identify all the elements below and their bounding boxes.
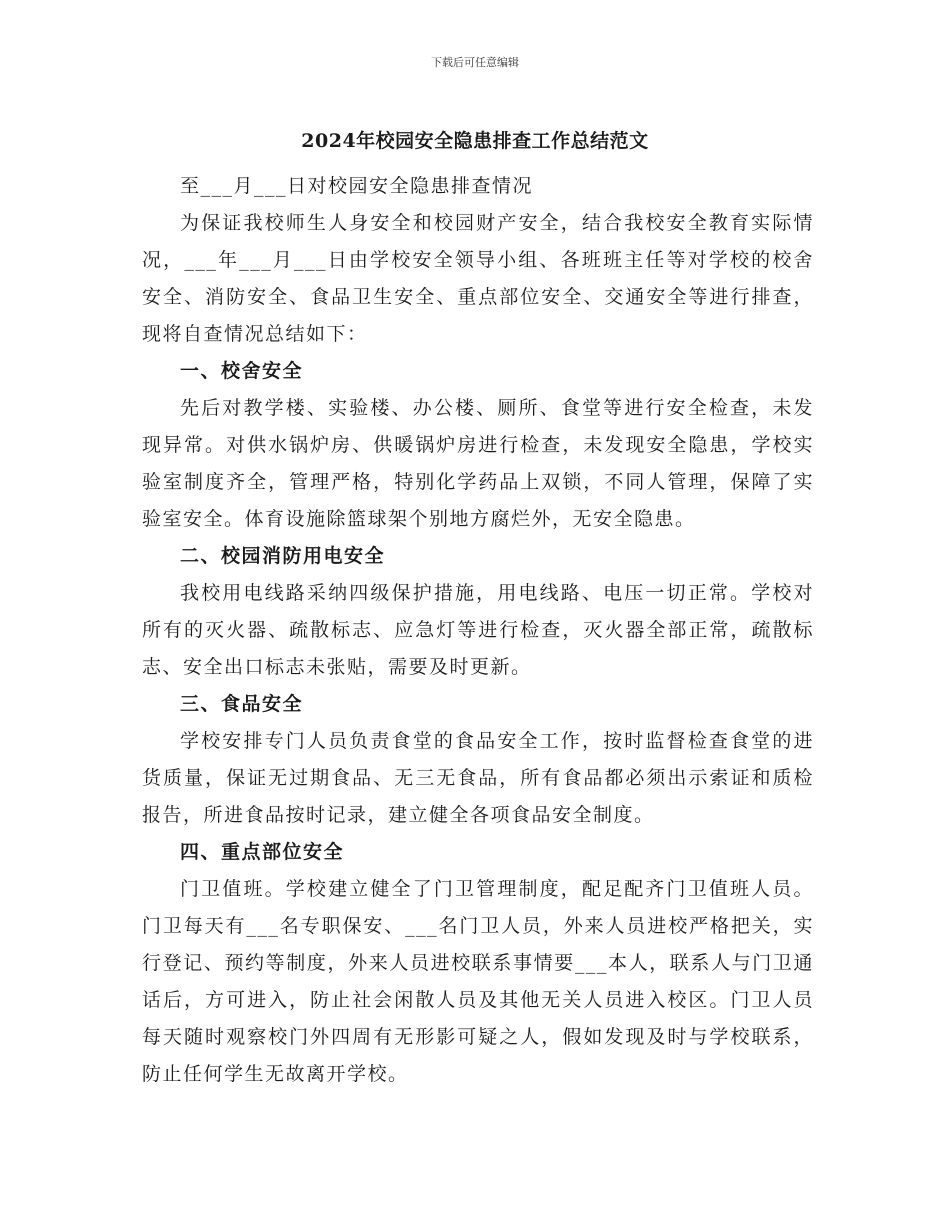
document-body — [142, 168, 814, 1093]
intro-line: 至___月___日对校园安全隐患排查情况 — [180, 175, 534, 197]
section-heading: 四、重点部位安全 — [180, 841, 345, 863]
intro-paragraph: 为保证我校师生人身安全和校园财产安全，结合我校安全教育实际情况，___年___月___日由学校安全领导小组、各班班主任等对学校的校舍安全、消防安全、食品卫生安全、重点部位安全、交通安全等进行排查，现将自查情况总结如下： — [142, 212, 814, 345]
header-note: 下载后可任意编辑 — [431, 56, 519, 69]
section-heading: 一、校舍安全 — [180, 360, 304, 382]
section-paragraph: 学校安排专门人员负责食堂的食品安全工作，按时监督检查食堂的进货质量，保证无过期食品、无三无食品，所有食品都必须出示索证和质检报告，所进食品按时记录，建立健全各项食品安全制度。 — [142, 730, 814, 826]
section-paragraph: 门卫值班。学校建立健全了门卫管理制度，配足配齐门卫值班人员。门卫每天有___名专职保安、___名门卫人员，外来人员进校严格把关，实行登记、预约等制度，外来人员进校联系事情要___本人，联系人与门卫通话后，方可进入，防止社会闲散人员及其他无关人员进入校区。门卫人员每天随时观察校门外四周有无形影可疑之人，假如发现及时与学校联系，防止任何学生无故离开学校。 — [142, 878, 814, 1085]
section-paragraph: 先后对教学楼、实验楼、办公楼、厕所、食堂等进行安全检查，未发现异常。对供水锅炉房、供暖锅炉房进行检查，未发现安全隐患，学校实验室制度齐全，管理严格，特别化学药品上双锁，不同人管理，保障了实验室安全。体育设施除篮球架个别地方腐烂外，无安全隐患。 — [142, 397, 814, 530]
document-title: 2024年校园安全隐患排查工作总结范文 — [301, 130, 649, 152]
section-paragraph: 我校用电线路采纳四级保护措施，用电线路、电压一切正常。学校对所有的灭火器、疏散标志、应急灯等进行检查，灭火器全部正常，疏散标志、安全出口标志未张贴，需要及时更新。 — [142, 582, 814, 678]
section-heading: 三、食品安全 — [180, 693, 304, 715]
section-heading: 二、校园消防用电安全 — [180, 545, 386, 567]
